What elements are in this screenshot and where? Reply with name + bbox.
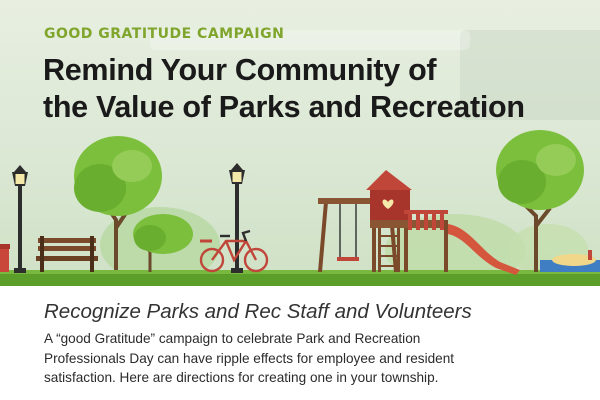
trash-bin-icon [0,244,10,272]
paragraph-line: Professionals Day can have ripple effects for employee and resident [44,350,455,366]
headline-line-2: the Value of Parks and Recreation [43,90,525,124]
intro-paragraph [44,329,589,388]
headline-line-1: Remind Your Community of [43,53,437,87]
park-illustration [0,110,600,286]
paragraph-line: satisfaction. Here are directions for creating one in your township. [44,370,439,385]
article-section [0,286,600,400]
park-bench-icon [36,236,98,272]
section-subhead: Recognize Parks and Rec Staff and Volunteers [44,300,472,323]
lamppost-icon [12,165,28,273]
campaign-kicker: GOOD GRATITUDE CAMPAIGN [44,26,285,42]
paragraph-line: A “good Gratitude” campaign to celebrate Park and Recreation [44,331,421,346]
grass-strip [0,272,600,286]
